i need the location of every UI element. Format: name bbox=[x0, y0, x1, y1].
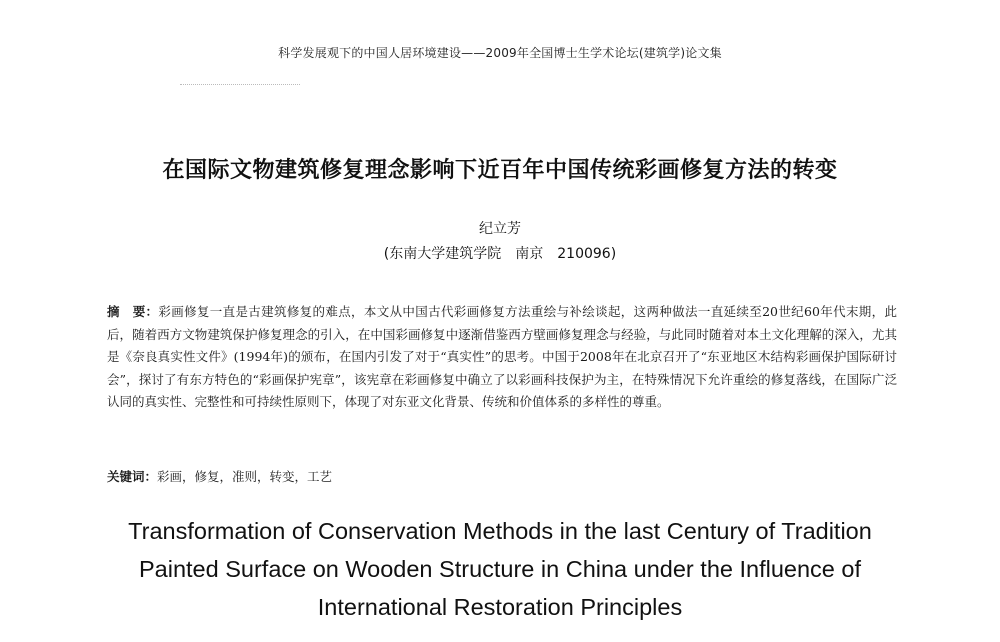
affiliation-postcode: 210096 bbox=[557, 246, 611, 262]
abstract-text: 彩画修复一直是古建筑修复的难点，本文从中国古代彩画修复方法重绘与补绘谈起，这两种做法一直延续至20世纪60年代末期，此后，随着西方文物建筑保护修复理念的引入，在中国彩画修复中逐渐借鉴西方壁画修复理念与经验，与此同时随着对本土文化理解的深入，尤其是《奈良真实性文件》(1994年)的颁布，在国内引发了对于“真实性”的思考。中国于2008年在北京召开了“东亚地区木结构彩画保护国际研讨会”，探讨了有东方特色的“彩画保护宪章”，该宪章在彩画修复中确立了以彩画科技保护为主，在特殊情况下允许重绘的修复落线，在国际广泛认同的真实性、完整性和可持续性原则下，体现了对东亚文化背景、传统和价值体系的多样性的尊重。 bbox=[107, 304, 897, 410]
header-rule bbox=[180, 84, 300, 85]
affiliation-institution: 东南大学建筑学院 bbox=[389, 246, 502, 262]
running-header: 科学发展观下的中国人居环境建设——2009年全国博士生学术论坛(建筑学)论文集 bbox=[278, 46, 722, 60]
affiliation-open-paren: ( bbox=[383, 246, 390, 262]
keywords-text: 彩画，修复，准则，转变，工艺 bbox=[157, 469, 333, 484]
affiliation-close-paren: ) bbox=[610, 246, 617, 262]
keywords bbox=[107, 467, 897, 485]
abstract bbox=[107, 301, 897, 414]
affiliation-city: 南京 bbox=[515, 246, 544, 262]
english-title: Transformation of Conservation Methods in the last Century of Tradition Painted Surface on Wooden Structure in China under the Influence of International Restoration Principles bbox=[128, 518, 872, 620]
chinese-title: 在国际文物建筑修复理念影响下近百年中国传统彩画修复方法的转变 bbox=[162, 158, 838, 183]
author-name: 纪立芳 bbox=[479, 221, 521, 237]
abstract-label: 摘 要： bbox=[107, 304, 159, 319]
affiliation bbox=[0, 243, 1000, 263]
keywords-label: 关键词： bbox=[107, 469, 158, 484]
